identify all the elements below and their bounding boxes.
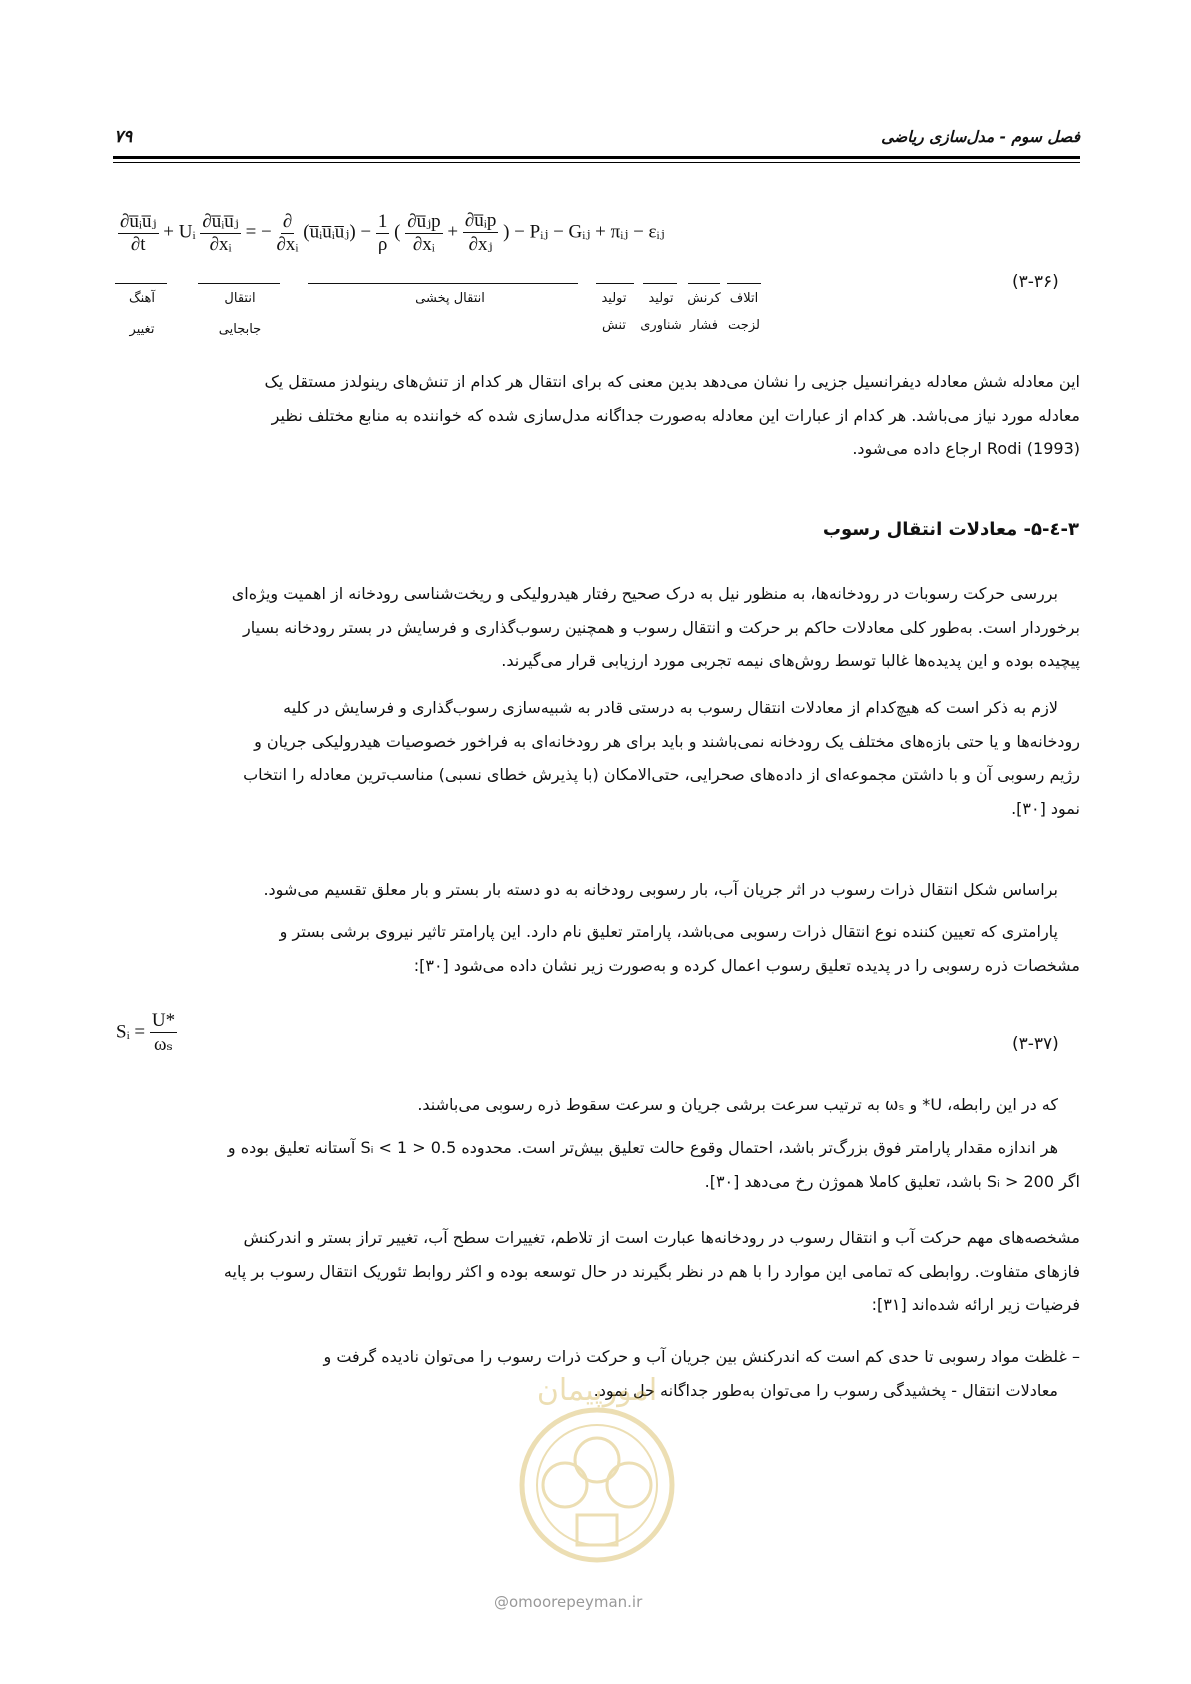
- eq36-underline-change: [115, 283, 167, 284]
- eq36-term1-num: ∂u̅ᵢu̅ⱼ: [120, 211, 157, 232]
- label-dissipation-1: اتلاف: [729, 291, 759, 306]
- chapter-title: فصل سوم - مدل‌سازی ریاضی: [881, 128, 1080, 146]
- eq36-term1-den: ∂t: [130, 234, 146, 255]
- paragraph-line: معادله مورد نیاز می‌باشد. هر کدام از عبارات این معادله به‌صورت جداگانه مدل‌سازی شده که خواننده به منابع مختلف نظیر: [271, 405, 1080, 425]
- watermark-url: @omoorepeyman.ir: [494, 1593, 643, 1611]
- paragraph-line: فازهای متفاوت. روابطی که تمامی این موارد را با هم در نظر بگیرند در حال توسعه بوده و اکثر روابط تئوریک انتقال رسوب بر پایه: [223, 1261, 1080, 1281]
- eq36-rhs3-num: ∂u̅ⱼp: [407, 211, 441, 232]
- label-convection-2: جابجایی: [218, 322, 262, 337]
- paragraph-line: برخوردار است. به‌طور کلی معادلات حاکم بر حرکت و انتقال رسوب و همچنین رسوب‌گذاری و فرسایش در بستر رودخانه بسیار: [243, 617, 1080, 637]
- equation-36-number: (۳-۳۶): [1012, 272, 1059, 292]
- paragraph-line: نمود [۳۰].: [1011, 798, 1080, 818]
- eq37-den: ωₛ: [154, 1034, 173, 1055]
- paragraph-line: که در این رابطه، U* و ωₛ به ترتیب سرعت برشی جریان و سرعت سقوط ذره رسوبی می‌باشند.: [417, 1095, 1058, 1114]
- eq36-rhs4-den: ∂xⱼ: [468, 234, 493, 255]
- paragraph-line: پیچیده بوده و این پدیده‌ها غالبا توسط روش‌های نیمه تجربی مورد ارزیابی قرار می‌گیرند.: [501, 651, 1080, 670]
- watermark-logo-text: امورپیمان: [536, 1373, 658, 1408]
- eq36-rhs2-den: ρ: [377, 233, 388, 255]
- paragraph-line: Rodi (1993) ارجاع داده می‌شود.: [852, 439, 1080, 458]
- eq36-rhs3-den: ∂xᵢ: [412, 234, 435, 255]
- eq36-plus-ui: + Uᵢ: [163, 221, 196, 243]
- header-divider-thin: [113, 162, 1080, 163]
- paragraph-reynolds: [113, 365, 1080, 466]
- eq36-rhs2-num: 1: [377, 210, 388, 232]
- equation-37: [116, 1010, 177, 1056]
- paragraph-suspension-parameter: [113, 915, 1080, 982]
- eq36-term2-num: ∂u̅ᵢu̅ⱼ: [202, 211, 239, 232]
- label-change-1: آهنگ: [128, 291, 156, 306]
- label-change-2: تغییر: [129, 322, 155, 337]
- eq37-lhs: Sᵢ =: [116, 1021, 146, 1043]
- watermark-logo: [487, 1350, 707, 1580]
- paragraph-no-universal-equation: [113, 691, 1080, 825]
- paragraph-line: هر اندازه مقدار پارامتر فوق بزرگ‌تر باشد، احتمال وقوع حالت تعلیق بیش‌تر است. محدوده 0.5 < Sᵢ < 1 آستانه تعلیق بوده و: [227, 1138, 1058, 1157]
- paragraph-sediment-intro: [113, 577, 1080, 678]
- header-divider: [113, 156, 1080, 159]
- paragraph-line: این معادله شش معادله دیفرانسیل جزیی را نشان می‌دهد بدین معنی که برای انتقال هر کدام از تنش‌های رینولدز مستقل یک: [264, 372, 1080, 391]
- paragraph-line: اگر Sᵢ > 200 باشد، تعلیق کاملا هموژن رخ می‌دهد [۳۰].: [704, 1171, 1080, 1191]
- label-diffusion: انتقال پخشی: [415, 291, 485, 306]
- paragraph-threshold: [113, 1131, 1080, 1198]
- paragraph-load-types: [113, 873, 1080, 907]
- eq36-underline-pij: [596, 283, 634, 284]
- eq36-rhs-tail: ) − Pᵢⱼ − Gᵢⱼ + πᵢⱼ − εᵢⱼ: [503, 221, 665, 243]
- page-number: ۷۹: [114, 127, 133, 147]
- equation-36: [118, 210, 665, 256]
- eq36-equals: = −: [245, 221, 272, 243]
- eq36-rhs4-num: ∂u̅ᵢp: [464, 210, 497, 231]
- eq36-underline-convection: [198, 283, 280, 284]
- paragraph-line: فرضیات زیر ارائه شده‌اند [۳۱]:: [871, 1295, 1080, 1314]
- label-convection-1: انتقال: [224, 291, 256, 306]
- paragraph-line: براساس شکل انتقال ذرات رسوب در اثر جریان آب، بار رسوبی رودخانه به دو دسته بار بستر و بار معلق تقسیم می‌شود.: [263, 880, 1058, 899]
- eq36-term2-den: ∂xᵢ: [209, 234, 232, 255]
- eq36-rhs1-tail: (u̅ᵢu̅ᵢu̅ⱼ) −: [303, 221, 372, 243]
- label-dissipation-2: لزجت: [728, 318, 760, 333]
- paragraph-line: رودخانه‌ها و یا حتی بازه‌های مختلف یک رودخانه نمی‌باشند و باید برای هر رودخانه‌ای به فراخور خصوصیات هیدرولیکی جریان و: [254, 731, 1080, 751]
- label-pressure-strain-1: کرنش: [687, 291, 721, 306]
- label-pressure-strain-2: فشار: [689, 318, 719, 333]
- bullet-line: – غلظت مواد رسوبی تا حدی کم است که اندرکنش بین جریان آب و حرکت ذرات رسوب را می‌توان نادیده گرفت و: [323, 1347, 1080, 1366]
- paragraph-line: بررسی حرکت رسوبات در رودخانه‌ها، به منظور نیل به درک صحیح رفتار هیدرولیکی و ریخت‌شناسی رودخانه از اهمیت ویژه‌ای: [231, 584, 1058, 603]
- label-production-stress-2: تنش: [601, 318, 627, 333]
- label-production-stress-1: تولید: [601, 291, 627, 306]
- paragraph-line: مشخصات ذره رسوبی را در پدیده تعلیق رسوب اعمال کرده و به‌صورت زیر نشان داده می‌شود [۳۰]:: [413, 955, 1080, 975]
- paragraph-line: مشخصه‌های مهم حرکت آب و انتقال رسوب در رودخانه‌ها عبارت است از تلاطم، تغییرات سطح آب، تغییر تراز بستر و اندرکنش: [243, 1228, 1080, 1247]
- equation-37-number: (۳-۳۷): [1012, 1034, 1059, 1054]
- bullet-line: معادلات انتقال - پخشیدگی رسوب را می‌توان به‌طور جداگانه حل نمود.: [593, 1380, 1058, 1400]
- eq36-rhs1-num: ∂: [282, 210, 293, 232]
- paragraph-characteristics: [113, 1221, 1080, 1322]
- paragraph-line: رژیم رسوبی آن و با داشتن مجموعه‌ای از داده‌های صحرایی، حتی‌الامکان (با پذیرش خطای نسبی) مناسب‌ترین معادله را انتخاب: [243, 765, 1080, 784]
- eq36-plus: +: [447, 221, 459, 243]
- eq36-underline-gij: [643, 283, 677, 284]
- eq36-paren: (: [394, 221, 401, 243]
- section-heading: ۳-٤-۵- معادلات انتقال رسوب: [822, 519, 1079, 540]
- label-production-buoyancy-2: شناوری: [640, 318, 682, 333]
- eq37-num: U*: [151, 1010, 176, 1031]
- eq36-underline-eij: [727, 283, 761, 284]
- eq36-underline-diffusion: [308, 283, 578, 284]
- label-production-buoyancy-1: تولید: [648, 291, 674, 306]
- paragraph-line: لازم به ذکر است که هیچ‌کدام از معادلات انتقال رسوب به درستی قادر به شبیه‌سازی رسوب‌گذاری و فرسایش در کلیه: [283, 698, 1058, 717]
- paragraph-variables: [113, 1088, 1080, 1122]
- eq36-rhs1-den: ∂xᵢ: [276, 233, 299, 255]
- paragraph-line: پارامتری که تعیین کننده نوع انتقال ذرات رسوبی می‌باشد، پارامتر تعلیق نام دارد. این پارامتر تاثیر نیروی برشی بستر و: [279, 922, 1058, 941]
- eq36-underline-piij: [688, 283, 720, 284]
